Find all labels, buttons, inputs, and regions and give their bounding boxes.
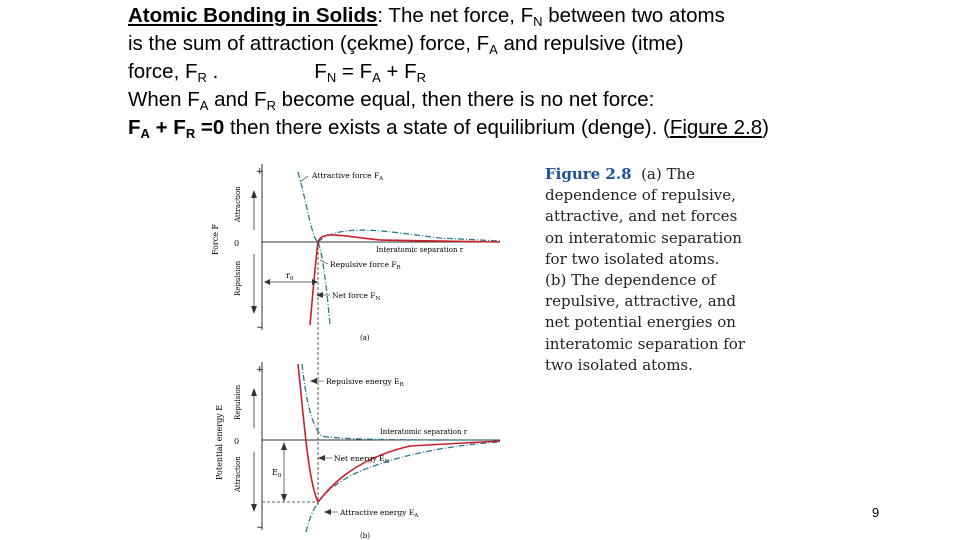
figure-caption-label: Figure 2.8 [545,165,632,183]
text-line-1: Atomic Bonding in Solids: The net force, $F_N$ between two atoms [128,4,725,29]
attractive-energy-label: Attractive energy $E_A$ [340,508,419,519]
separation-label-a: Interatomic separation r [376,246,464,254]
separation-label-b: Interatomic separation r [380,428,468,436]
text-line-3: force, $F_R$ . $F_N = F_A + F_R$ [128,60,427,85]
plot-b-plus: + [256,365,264,375]
plot-b-attraction-label: Attraction [234,456,242,492]
plot-b-repulsion-label: Repulsion [234,384,242,420]
plot-a-panel-label: (a) [360,334,370,342]
plot-a-zero: 0 [234,239,240,248]
text-line-5: $F_A + F_R =0$ then there exists a state of equilibrium (denge). (Figure 2.8) [128,116,769,141]
figure-caption: Figure 2.8 (a) The dependence of repulsive, attractive, and net forces on interatomic separation for two isolated atoms. (b) The dependence of repulsive, attractive, and net potential energies on interatomic separation for two isolated atoms. [545,165,745,374]
attractive-force-label: Attractive force $F_A$ [312,171,384,182]
slide-title: Atomic Bonding in Solids [128,4,378,27]
figure-link[interactable]: Figure 2.8 [669,116,763,139]
plot-b-panel-label: (b) [360,532,370,540]
plot-b-y-label: Potential energy E [215,404,224,480]
repulsive-force-label: Repulsive force $F_R$ [330,260,401,271]
e0-label: $E_0$ [272,468,282,479]
equilibrium-equation: $F_A + F_R =0$ [128,116,225,141]
plot-a-y-label: Force F [211,223,220,255]
plot-a-plus: + [256,167,264,177]
repulsive-energy-label: Repulsive energy $E_R$ [326,377,404,388]
plot-a [211,164,500,342]
attractive-force-curve [298,172,318,242]
slide-body [128,2,848,142]
r0-label: $r_0$ [286,271,294,282]
net-force-label: Net force $F_N$ [332,291,381,302]
text-line-2: is the sum of attraction (çekme) force, $F_A$ and repulsive (itme) [128,32,684,57]
repulsive-force-curve [318,242,330,325]
page-number: 9 [872,505,880,520]
text-line-4: When $F_A$ and $F_R$ become equal, then there is no net force: [128,88,655,113]
plot-b-minus: − [256,523,264,533]
plot-b-zero: 0 [234,437,240,446]
plot-b [215,362,500,540]
net-energy-label: Net energy $E_N$ [334,454,390,465]
force-equation: $F_N = F_A + F_R$ [314,60,427,85]
plot-a-minus: − [256,323,264,333]
figure-2-8 [210,160,510,540]
plot-a-repulsion-label: Repulsion [234,260,242,296]
plot-a-attraction-label: Attraction [234,186,242,222]
